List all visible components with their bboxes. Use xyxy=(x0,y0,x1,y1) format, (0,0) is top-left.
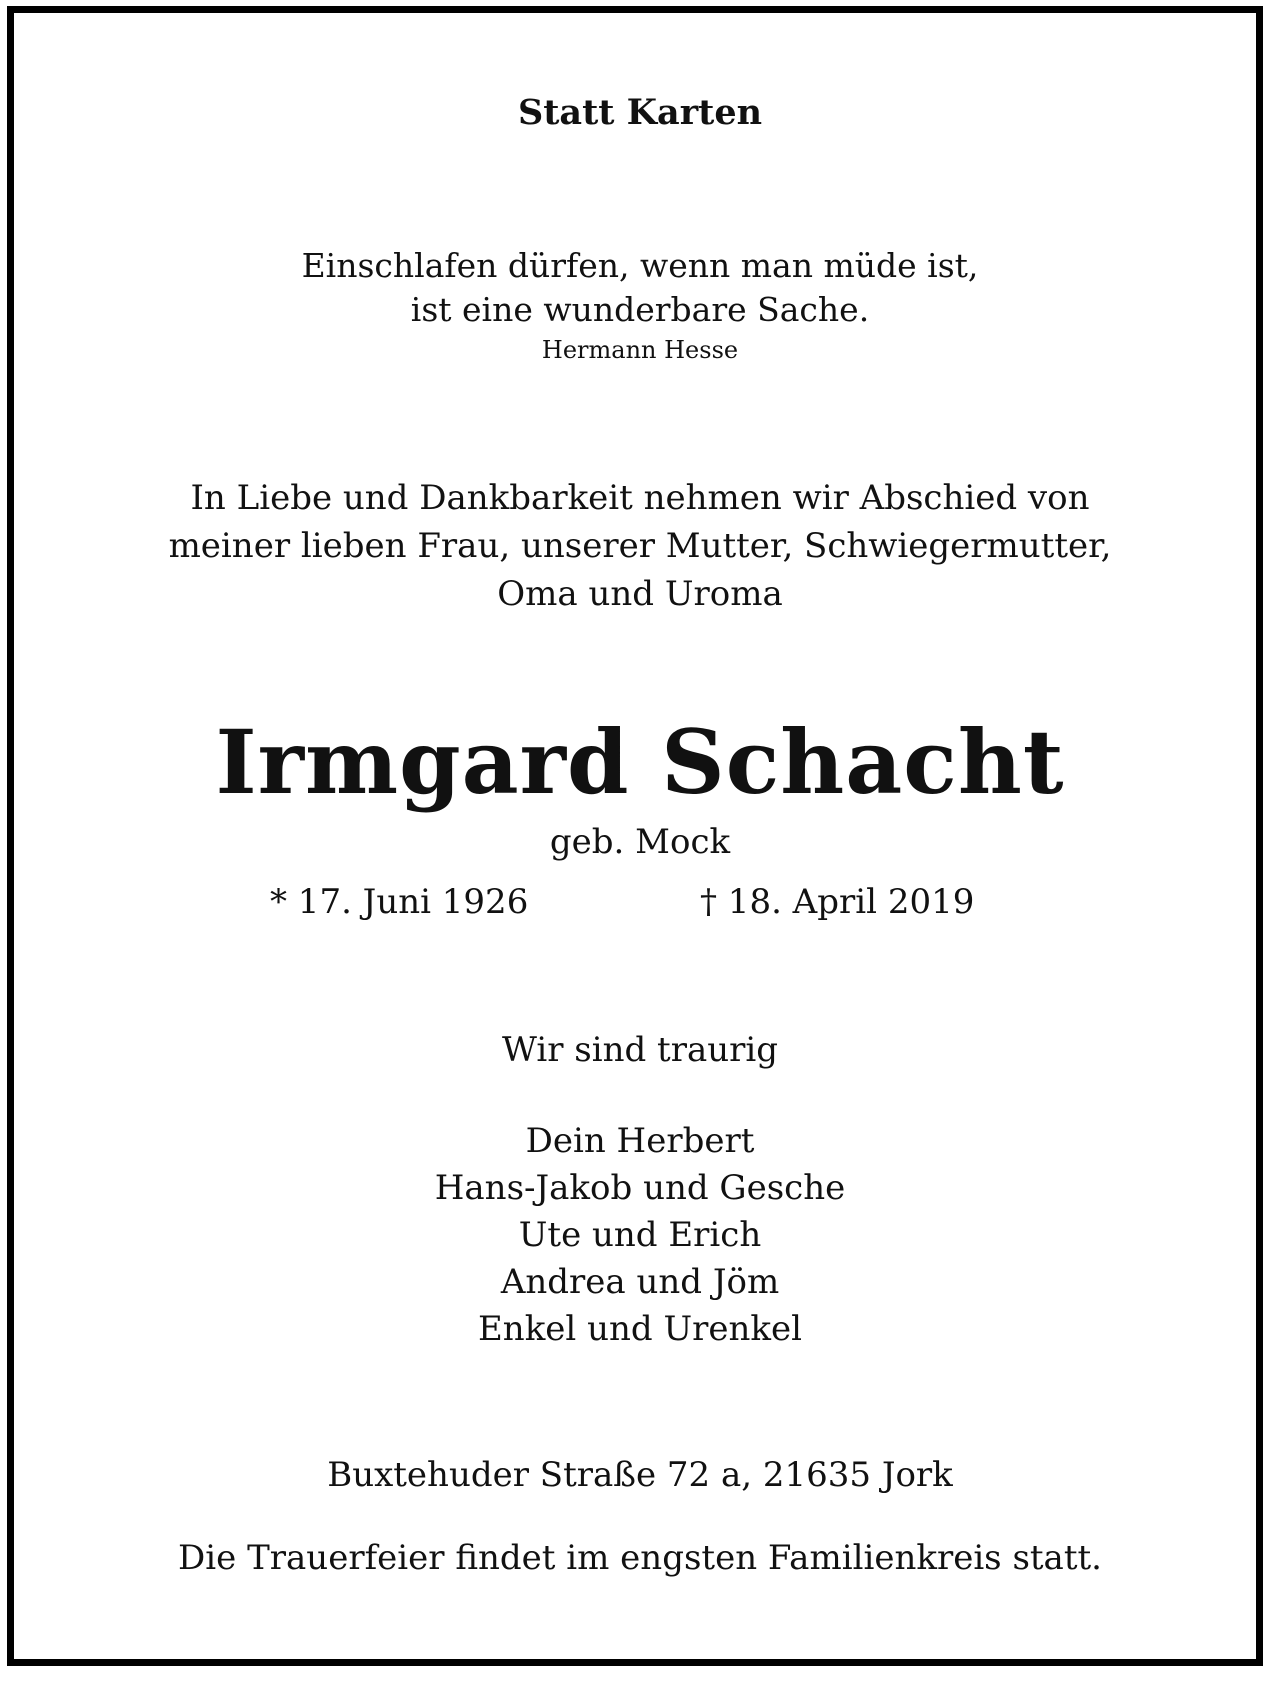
mourner: Enkel und Urenkel xyxy=(477,1309,802,1349)
quote-author: Hermann Hesse xyxy=(541,336,739,364)
mourner: Ute und Erich xyxy=(518,1215,762,1255)
intro-line: Oma und Uroma xyxy=(497,574,783,614)
quote-line: ist eine wunderbare Sache. xyxy=(410,290,870,329)
notice-header: Statt Karten xyxy=(517,92,763,133)
intro-line: In Liebe und Dankbarkeit nehmen wir Abschied von xyxy=(190,478,1090,518)
address: Buxtehuder Straße 72 a, 21635 Jork xyxy=(327,1455,953,1495)
death-date: † 18. April 2019 xyxy=(700,882,975,922)
mourners-list xyxy=(0,1118,1280,1353)
mourner: Dein Herbert xyxy=(525,1121,755,1161)
deceased-name: Irmgard Schacht xyxy=(215,710,1065,814)
mourner: Andrea und Jöm xyxy=(500,1262,780,1302)
intro-line: meiner lieben Frau, unserer Mutter, Schwiegermutter, xyxy=(168,526,1112,566)
quote xyxy=(0,244,1280,332)
intro-text xyxy=(0,474,1280,618)
quote-line: Einschlafen dürfen, wenn man müde ist, xyxy=(301,246,979,285)
funeral-note: Die Trauerfeier findet im engsten Familienkreis statt. xyxy=(178,1538,1102,1578)
maiden-name: geb. Mock xyxy=(549,822,731,862)
sad-line: Wir sind traurig xyxy=(501,1030,779,1070)
mourner: Hans-Jakob und Gesche xyxy=(434,1168,846,1208)
birth-date: * 17. Juni 1926 xyxy=(270,882,529,922)
